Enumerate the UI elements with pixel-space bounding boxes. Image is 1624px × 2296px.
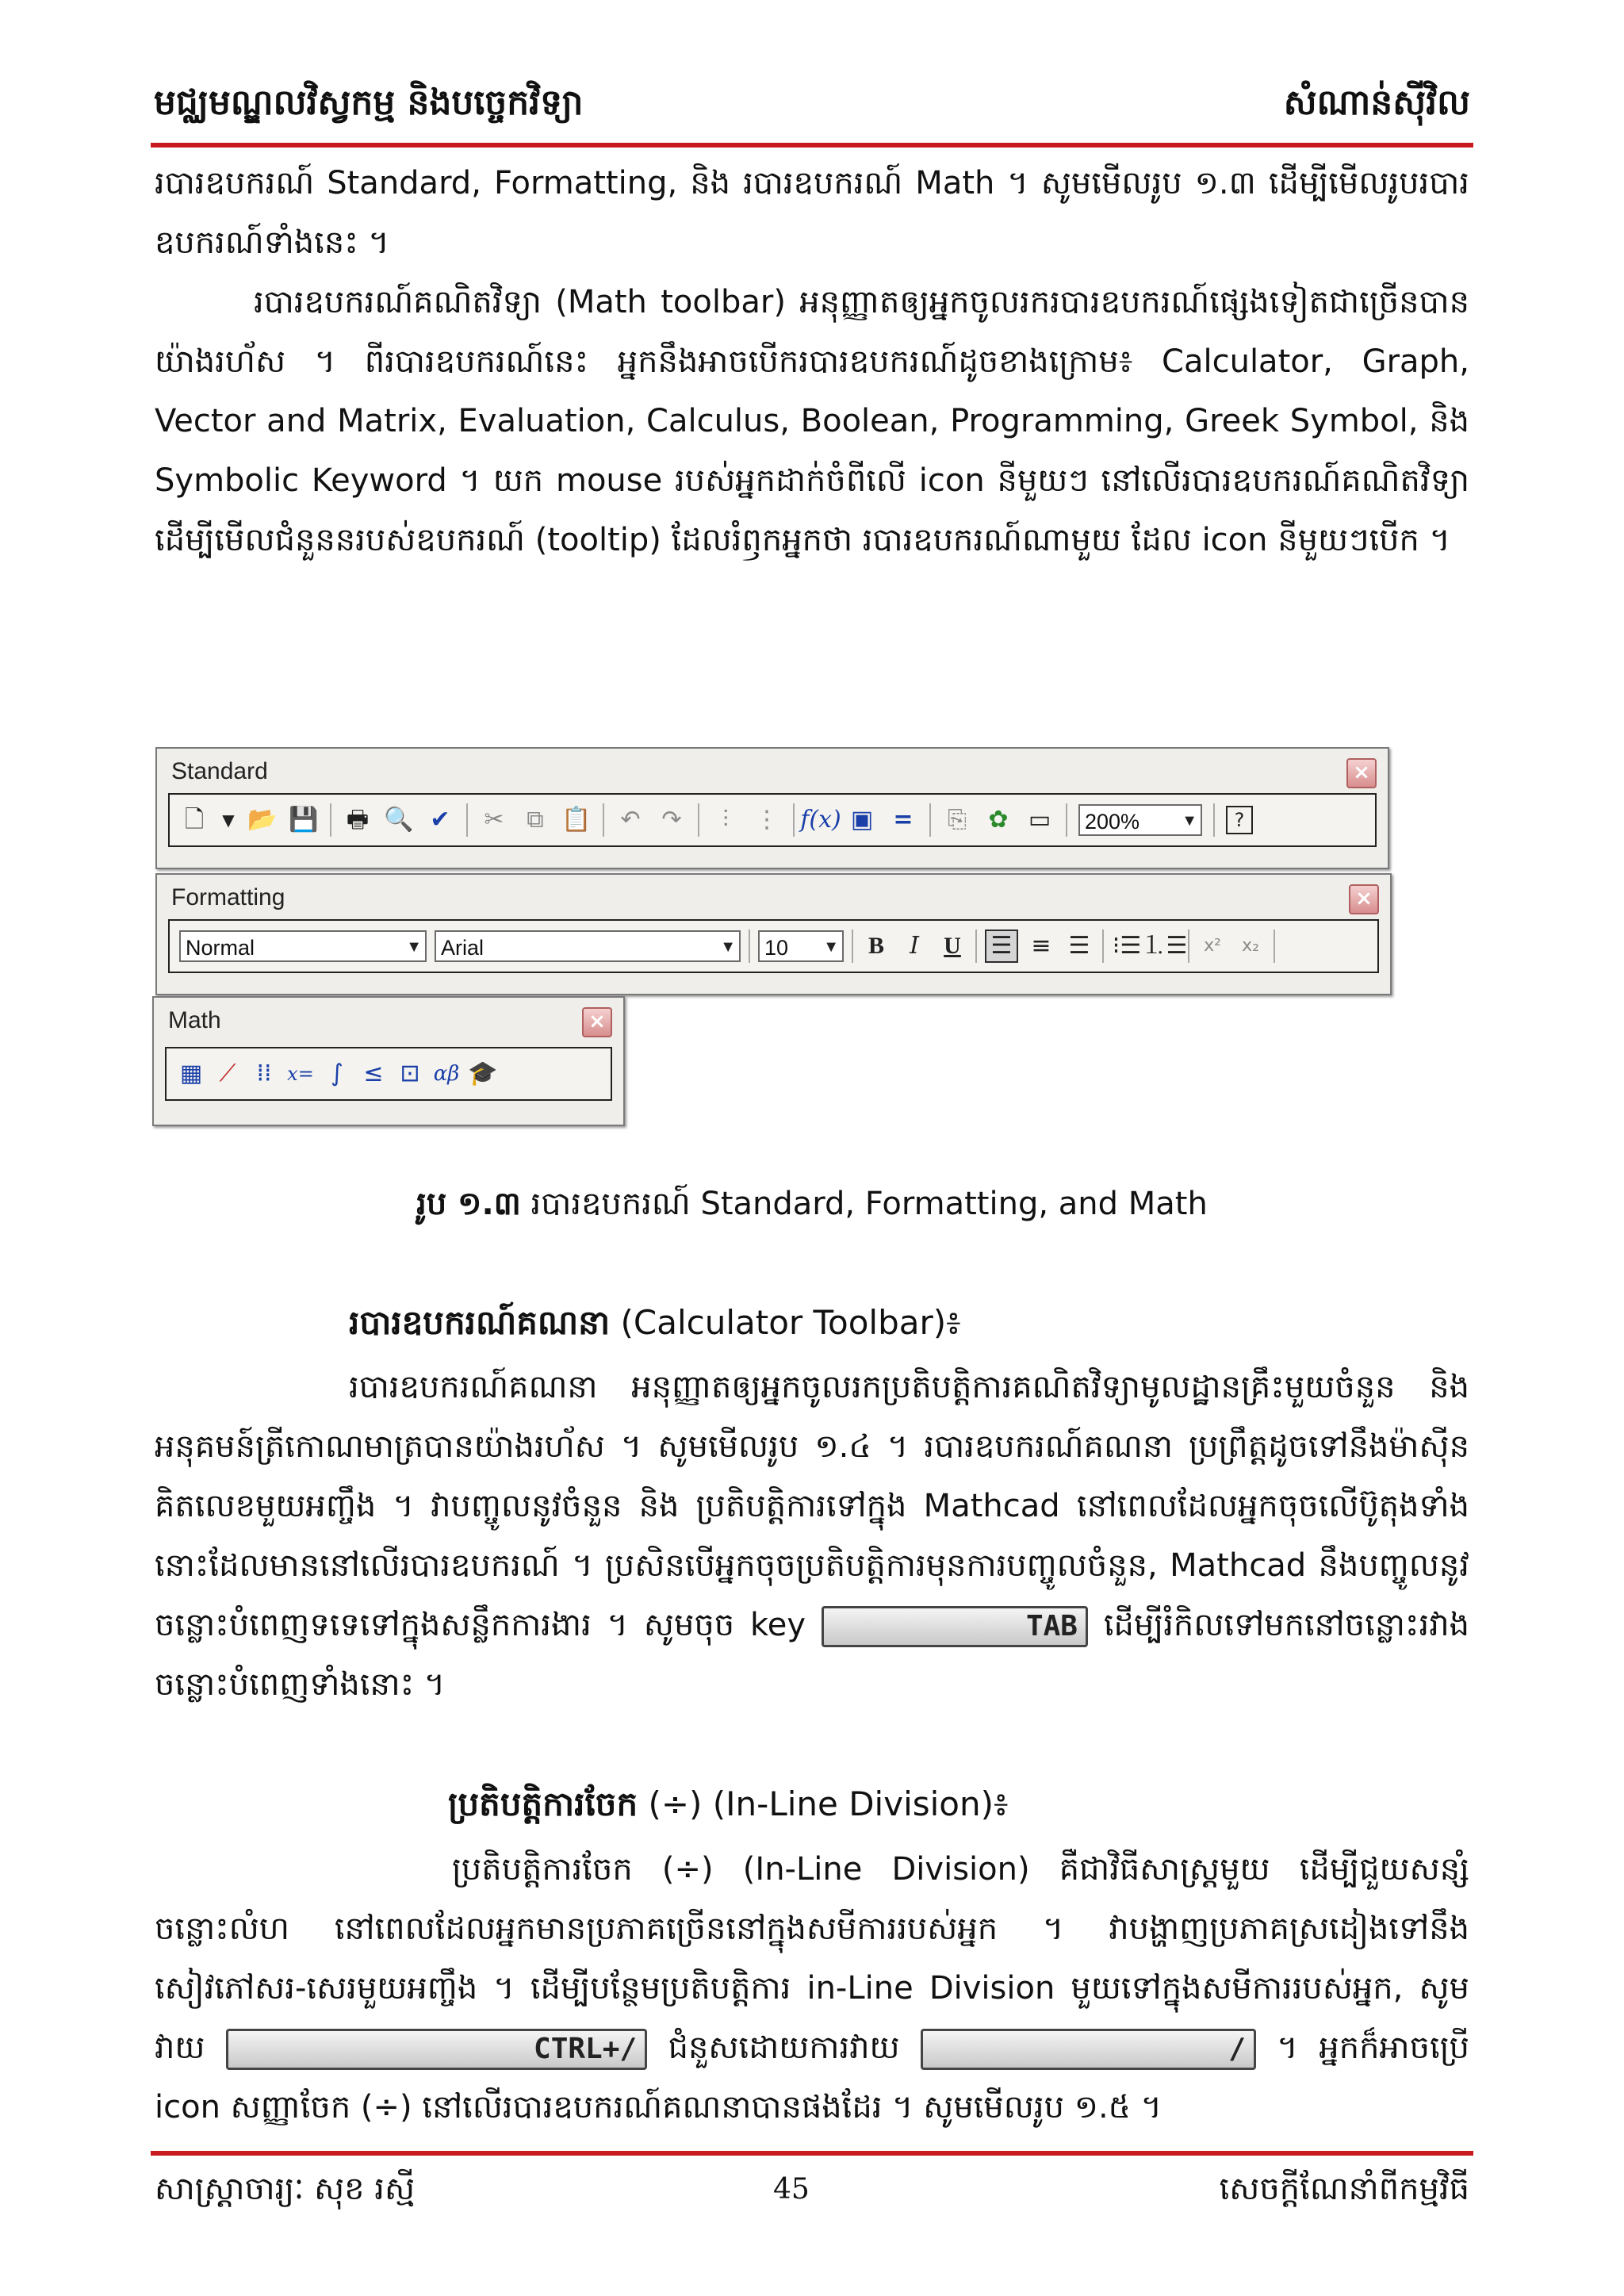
toolbar-separator <box>698 803 699 837</box>
insert-unit-icon[interactable]: ▣ <box>850 806 874 834</box>
close-icon[interactable]: × <box>582 1007 612 1037</box>
figure-caption-label: រូប ១.៣ <box>416 1186 521 1222</box>
chevron-down-icon: ▼ <box>720 938 736 956</box>
graph-icon[interactable]: ⟋ <box>219 1060 236 1087</box>
standard-toolbar-window <box>155 747 1389 869</box>
header-subject: សំណាន់ស៊ីវិល <box>1283 82 1470 123</box>
toolbar-separator <box>749 930 750 963</box>
font-select[interactable] <box>435 930 741 962</box>
new-document-icon[interactable]: 🗋 <box>184 806 205 834</box>
align-down-icon[interactable]: ⋮ <box>755 806 779 834</box>
programming-icon[interactable]: ⊡ <box>400 1060 420 1087</box>
underline-button[interactable]: U <box>944 933 961 959</box>
calculator-toolbar-heading <box>349 1299 961 1347</box>
toolbar-separator <box>852 930 853 963</box>
toolbar-separator <box>1102 930 1104 963</box>
division-text-c: ។ អ្នកក៏អាចប្រើ icon សញ្ញាចែក (÷) នៅលើរបារឧបករណ៍គណនាបានផងដែរ ។ សូមមើលរូប ១.៥ ។ <box>155 2030 1469 2125</box>
zoom-value: 200% <box>1085 810 1140 834</box>
standard-toolbar-title: Standard <box>171 758 268 784</box>
standard-toolbar <box>168 793 1377 847</box>
math-toolbar-title: Math <box>168 1007 221 1033</box>
font-size-value: 10 <box>764 936 789 960</box>
chevron-down-icon: ▼ <box>406 938 422 956</box>
numbered-list-icon[interactable]: ⒈☰ <box>1142 932 1188 960</box>
close-icon[interactable]: × <box>1346 758 1377 788</box>
chevron-down-icon: ▼ <box>1182 812 1197 830</box>
bold-button[interactable]: B <box>868 933 884 959</box>
header-center-name: មជ្ឈមណ្ឌលវិស្វកម្ម និងបច្ចេកវិទ្យា <box>154 82 584 123</box>
figure-caption-text: របារឧបករណ៍ Standard, Formatting, and Math <box>520 1186 1208 1222</box>
figure-caption <box>0 1180 1624 1228</box>
formatting-toolbar-title: Formatting <box>171 884 285 910</box>
evaluation-icon[interactable]: x= <box>287 1063 314 1085</box>
calculator-heading-khmer: របារឧបករណ៍គណនា <box>349 1303 611 1342</box>
print-icon[interactable]: 🖶 <box>346 806 370 834</box>
font-size-select[interactable] <box>758 930 844 962</box>
help-icon[interactable]: ? <box>1226 806 1253 834</box>
calculator-text-b: ដើម្បីរំកិលទៅមកនៅចន្លោះរវាងចន្លោះបំពេញទាំងនោះ ។ <box>155 1607 1469 1703</box>
toolbar-separator <box>1188 930 1189 963</box>
greek-symbol-icon[interactable]: αβ <box>433 1062 460 1086</box>
division-text-b: ជំនួសដោយការវាយ <box>647 2030 921 2066</box>
boolean-icon[interactable]: ≤ <box>363 1060 384 1087</box>
toolbar-separator <box>929 803 931 837</box>
component-wizard-icon[interactable]: ✿ <box>988 806 1009 834</box>
chevron-down-icon: ▼ <box>823 938 839 956</box>
redo-icon[interactable]: ↷ <box>661 806 682 834</box>
division-heading-english: (÷) (In-Line Division)៖ <box>638 1784 1009 1823</box>
copy-icon[interactable]: ⧉ <box>527 806 544 834</box>
inline-division-heading <box>448 1780 1008 1828</box>
math-toolbar-paragraph: របារឧបករណ៍គណិតវិទ្យា (Math toolbar) អនុញ្ញាតឲ្យអ្នកចូលរករបារឧបករណ៍ផ្សេងទៀតជាច្រើនបានយ៉ាងរហ័ស ។ ពីរបារឧបករណ៍នេះ អ្នកនឹងអាចបើករបារឧបករណ៍ដូចខាងក្រោម៖ Calculator, Graph, Vector and Matrix, Evaluation, Calculus, Boolean, Programming, Greek Symbol, និង Symbolic Keyword ។ យក mouse របស់អ្នកដាក់ចំពីលើ icon នីមួយៗ នៅលើរបារឧបករណ៍គណិតវិទ្យា ដើម្បីមើលជំនួននរបស់ឧបករណ៍ (tooltip) ដែលរំឭកអ្នកថា របារឧបករណ៍ណាមួយ ដែល icon នីមួយៗបើក ។ <box>155 284 1469 558</box>
close-icon[interactable]: × <box>1349 884 1379 914</box>
header-rule <box>151 143 1473 148</box>
insert-hyperlink-icon[interactable]: ⎘ <box>948 806 967 834</box>
open-folder-icon[interactable]: 📂 <box>247 806 278 834</box>
align-across-icon[interactable]: ⫶ <box>722 806 729 834</box>
print-preview-icon[interactable]: 🔍 <box>384 806 414 834</box>
inline-division-paragraph <box>155 1840 1469 2137</box>
formatting-toolbar <box>168 919 1379 973</box>
page-footer <box>155 2165 1469 2221</box>
paste-icon[interactable]: 📋 <box>561 806 592 834</box>
spell-check-icon[interactable]: ✔ <box>430 806 450 834</box>
calculus-icon[interactable]: ∫ <box>331 1060 343 1087</box>
calculator-icon[interactable]: ▦ <box>179 1060 203 1087</box>
undo-icon[interactable]: ↶ <box>620 806 641 834</box>
align-center-icon[interactable]: ≡ <box>1031 932 1051 960</box>
resource-window-icon[interactable]: ▭ <box>1028 806 1051 834</box>
division-text-a: ប្រតិបត្តិការចែក (÷) (In-Line Division) គឺជាវិធីសាស្ត្រមួយ ដើម្បីជួយសន្សំចន្លោះលំហ នៅពេលដែលអ្នកមានប្រភាគច្រើននៅក្នុងសមីការរបស់អ្នក ។ វាបង្ហាញប្រភាគស្រដៀងទៅនឹងសៀវភៅសរ-សេរមួយអញ្ចឹង ។ ដើម្បីបន្ថែមប្រតិបត្តិការ in-Line Division មួយទៅក្នុងសមីការរបស់អ្នក, សូមវាយ <box>155 1851 1469 2066</box>
superscript-icon[interactable]: x² <box>1204 936 1221 956</box>
chevron-down-icon[interactable]: ▼ <box>222 811 235 830</box>
math-toolbar <box>165 1047 612 1101</box>
bullet-list-icon[interactable]: ⁝☰ <box>1112 932 1142 960</box>
calculator-paragraph <box>155 1358 1469 1715</box>
math-toolbar-window <box>152 996 625 1126</box>
subscript-icon[interactable]: x₂ <box>1242 936 1259 956</box>
tab-key: TAB <box>822 1606 1088 1647</box>
insert-function-icon[interactable]: f(x) <box>800 806 841 834</box>
zoom-select[interactable] <box>1078 804 1202 836</box>
formatting-toolbar-window <box>155 873 1392 995</box>
calculator-heading-english: (Calculator Toolbar)៖ <box>610 1303 961 1342</box>
toolbar-separator <box>1066 803 1067 837</box>
footer-rule <box>151 2151 1473 2156</box>
italic-button[interactable]: I <box>910 932 919 960</box>
toolbar-separator <box>466 803 468 837</box>
save-icon[interactable]: 💾 <box>289 806 319 834</box>
intro-paragraph: របារឧបករណ៍ Standard, Formatting, និង របារឧបករណ៍ Math ។ សូមមើលរូប ១.៣ ដើម្បីមើលរូបរបារឧបករណ៍ទាំងនេះ ។ <box>155 165 1469 261</box>
align-left-icon[interactable]: ☰ <box>985 930 1018 963</box>
division-heading-khmer: ប្រតិបត្តិការចែក <box>448 1784 638 1823</box>
calculate-icon[interactable]: = <box>893 806 914 834</box>
cut-icon[interactable]: ✂ <box>484 806 504 834</box>
page-number: 45 <box>773 2173 810 2206</box>
toolbar-separator <box>603 803 604 837</box>
toolbar-separator <box>1274 930 1275 963</box>
matrix-icon[interactable]: ⁞⁞ <box>256 1060 272 1087</box>
calculator-text-a: របារឧបករណ៍គណនា អនុញ្ញាតឲ្យអ្នកចូលរកប្រតិបត្តិការគណិតវិទ្យាមូលដ្ឋានគ្រឹះមួយចំនួន និង អនុគមន៍ត្រីកោណមាត្របានយ៉ាងរហ័ស ។ សូមមើលរូប ១.៤ ។ របារឧបករណ៍គណនា ប្រព្រឹត្តដូចទៅនឹងម៉ាស៊ីនគិតលេខមួយអញ្ចឹង ។ វាបញ្ចូលនូវចំនួន និង ប្រតិបត្តិការទៅក្នុង Mathcad នៅពេលដែលអ្នកចុចលើប៊ូតុងទាំងនោះដែលមាននៅលើរបារឧបករណ៍ ។ ប្រសិនបើអ្នកចុចប្រតិបត្តិការមុនការបញ្ចូលចំនួន, Mathcad នឹងបញ្ចូលនូវចន្លោះបំពេញទទេទៅក្នុងសន្លឹកការងារ ។ សូមចុច key <box>155 1369 1469 1643</box>
footer-author: សាស្ត្រាចារ្យៈ សុខ រស្មី <box>155 2171 416 2207</box>
toolbar-separator <box>330 803 331 837</box>
ctrl-slash-key: CTRL+/ <box>226 2029 647 2070</box>
style-value: Normal <box>186 936 255 960</box>
footer-title: សេចក្តីណែនាំពីកម្មវិធី <box>1219 2171 1469 2207</box>
font-value: Arial <box>441 936 485 960</box>
toolbar-separator <box>1213 803 1215 837</box>
symbolic-keyword-icon[interactable]: 🎓 <box>468 1060 498 1087</box>
slash-key: / <box>921 2029 1256 2070</box>
align-right-icon[interactable]: ☰ <box>1068 932 1090 960</box>
style-select[interactable] <box>179 930 427 962</box>
toolbar-separator <box>793 803 795 837</box>
toolbar-separator <box>975 930 977 963</box>
page-header <box>151 73 1473 136</box>
